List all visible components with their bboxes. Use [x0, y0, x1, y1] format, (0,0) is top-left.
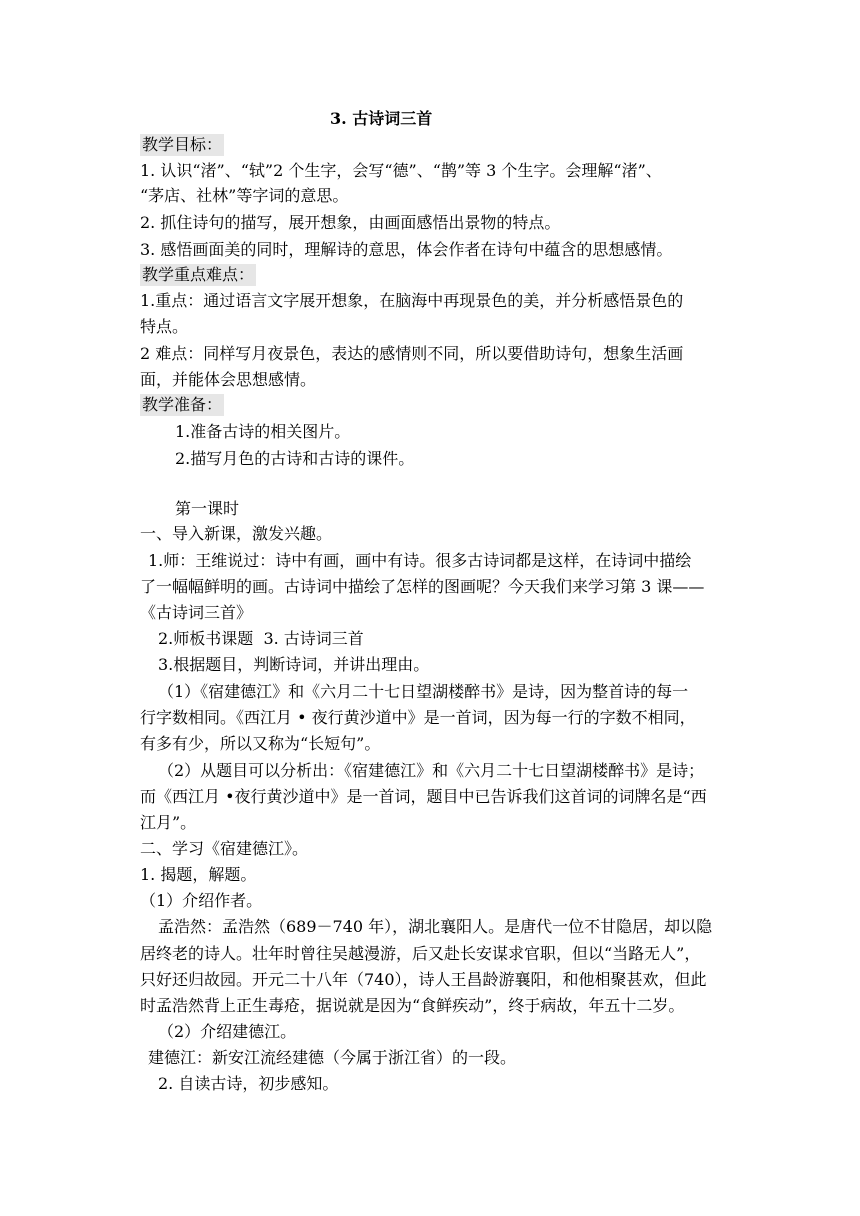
- body-line: 1. 认识“渚”、“轼”2 个生字，会写“德”、“鹊”等 3 个生字。会理解“渚”、: [140, 161, 662, 180]
- section-heading: 教学重点难点：: [142, 265, 255, 284]
- body-line: 只好还归故园。开元二十八年（740），诗人王昌龄游襄阳，和他相聚甚欢，但此: [140, 970, 707, 989]
- section-heading: 教学准备：: [142, 395, 223, 414]
- body-line: 时孟浩然背上正生毒疮，据说就是因为“食鲜疾动”，终于病故，年五十二岁。: [140, 996, 685, 1015]
- body-line: 有多有少，所以又称为“长短句”。: [140, 734, 381, 753]
- body-line: 2.描写月色的古诗和古诗的课件。: [175, 449, 415, 468]
- body-line: 2 难点：同样写月夜景色，表达的感情则不同，所以要借助诗句，想象生活画: [140, 344, 684, 363]
- body-line: 2.师板书课题 3. 古诗词三首: [158, 629, 364, 648]
- body-line: （1）《宿建德江》和《六月二十七日望湖楼醉书》是诗，因为整首诗的每一: [158, 682, 689, 701]
- body-line: 一、导入新课，激发兴趣。: [140, 524, 333, 543]
- body-line: （1）介绍作者。: [140, 891, 263, 910]
- body-line: 1.师：王维说过：诗中有画，画中有诗。很多古诗词都是这样，在诗词中描绘: [148, 551, 692, 570]
- body-line: （2）从题目可以分析出：《宿建德江》和《六月二十七日望湖楼醉书》是诗；: [158, 761, 705, 780]
- document-title: 3. 古诗词三首: [330, 109, 433, 128]
- body-line: 1. 揭题，解题。: [140, 865, 257, 884]
- body-line: 面，并能体会思想感情。: [140, 370, 317, 389]
- body-line: 特点。: [140, 317, 189, 336]
- body-line: 2. 自读古诗，初步感知。: [158, 1074, 339, 1093]
- body-line: 2. 抓住诗句的描写，展开想象，由画面感悟出景物的特点。: [140, 213, 561, 232]
- body-line: 孟浩然：孟浩然（689－740 年），湖北襄阳人。是唐代一位不甘隐居，却以隐: [158, 917, 713, 936]
- body-line: 《古诗词三首》: [140, 603, 253, 622]
- body-line: 江月”。: [140, 813, 197, 832]
- body-line: 了一幅幅鲜明的画。古诗词中描绘了怎样的图画呢？今天我们来学习第 3 课——: [140, 577, 705, 596]
- body-line: （2）介绍建德江。: [158, 1022, 297, 1041]
- body-line: 3.根据题目，判断诗词，并讲出理由。: [158, 655, 430, 674]
- body-line: 建德江：新安江流经建德（今属于浙江省）的一段。: [148, 1048, 517, 1067]
- body-line: “茅店、社林”等字词的意思。: [140, 186, 349, 205]
- body-line: 第一课时: [175, 499, 240, 518]
- body-line: 行字数相同。《西江月 • 夜行黄沙道中》是一首词，因为每一行的字数不相同，: [140, 708, 696, 727]
- body-line: 而《西江月 •夜行黄沙道中》是一首词，题目中已告诉我们这首词的词牌名是“西: [140, 787, 707, 806]
- body-line: 1.重点：通过语言文字展开想象，在脑海中再现景色的美，并分析感悟景色的: [140, 291, 684, 310]
- body-line: 二、学习《宿建德江》。: [140, 839, 309, 858]
- body-line: 居终老的诗人。壮年时曾往吴越漫游，后又赴长安谋求官职，但以“当路无人”，: [140, 944, 701, 963]
- body-line: 1.准备古诗的相关图片。: [175, 422, 351, 441]
- body-line: 3. 感悟画面美的同时，理解诗的意思，体会作者在诗句中蕴含的思想感情。: [140, 240, 673, 259]
- section-heading: 教学目标：: [142, 135, 223, 154]
